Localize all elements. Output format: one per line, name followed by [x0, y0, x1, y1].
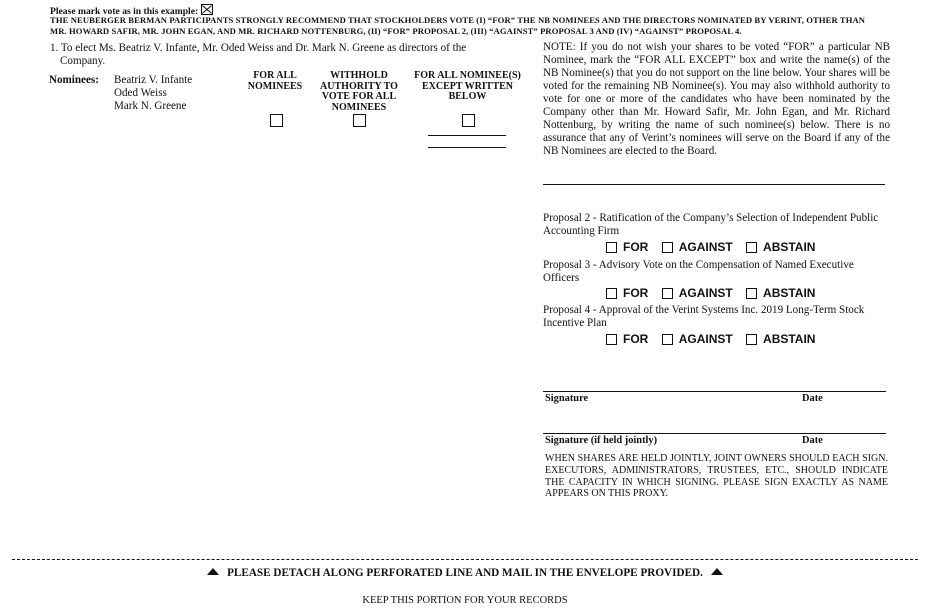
joint-signature-line[interactable] [543, 433, 886, 434]
proposal-4-abstain[interactable]: ABSTAIN [746, 332, 815, 346]
detach-instruction [0, 567, 930, 579]
note-text: NOTE: If you do not wish your shares to be voted “FOR” a particular NB Nominee, mark the “FOR ALL EXCEPT” box and write the name(s) of the NB Nominee(s) that you do not support on the line below. Your shares will be voted for the remaining NB Nominee(s). You may also withhold authority to vote for one or more of the candidates who have been nominated by the Company other than Mr. Howard Safir, Mr. John Egan, and Mr. Richard Nottenburg, by writing the name of such nominee(s) below. There is no assurance that any of Verint’s nominees will serve on the Board if any of the NB Nominees are elected to the Board. [543, 41, 890, 157]
proposal-1-text [50, 42, 490, 68]
nominees-label: Nominees: [49, 74, 99, 86]
proposal-2-against[interactable]: AGAINST [662, 240, 733, 254]
proposal-4-for[interactable]: FOR [606, 332, 648, 346]
signing-instructions: WHEN SHARES ARE HELD JOINTLY, JOINT OWNERS SHOULD EACH SIGN. EXECUTORS, ADMINISTRATORS, TRUSTEES, ETC., SHOULD INDICATE THE CAPACITY IN WHICH SIGNING. PLEASE SIGN EXACTLY AS NAME APPEARS ON THIS PROXY. [545, 453, 888, 500]
proposal-3-text: Proposal 3 - Advisory Vote on the Compensation of Named Executive Officers [543, 259, 854, 284]
proposal-3-against[interactable]: AGAINST [662, 286, 733, 300]
proposal-4-against[interactable]: AGAINST [662, 332, 733, 346]
checkbox-icon [606, 334, 617, 345]
example-label: Please mark vote as in this example: [50, 6, 199, 17]
proposal-1-label: 1. To elect Ms. Beatriz V. Infante, Mr. Oded Weiss and Dr. Mark N. Greene as directors of the Company. [50, 42, 467, 67]
proposal-2-abstain[interactable]: ABSTAIN [746, 240, 815, 254]
col-except-header: FOR ALL NOMINEE(S) EXCEPT WRITTEN BELOW [414, 70, 521, 102]
nominees-list [114, 74, 192, 113]
for-all-except-checkbox[interactable] [462, 114, 475, 127]
up-arrow-icon [207, 568, 219, 575]
checkbox-icon [606, 242, 617, 253]
nominee-write-in-line[interactable] [543, 184, 885, 185]
col-withhold-header: WITHHOLD AUTHORITY TO VOTE FOR ALL NOMINEES [320, 70, 398, 113]
proposal-3-abstain[interactable]: ABSTAIN [746, 286, 815, 300]
up-arrow-icon [711, 568, 723, 575]
checkbox-icon [662, 334, 673, 345]
checkbox-icon [746, 334, 757, 345]
checkbox-icon [606, 288, 617, 299]
checkbox-icon [746, 288, 757, 299]
except-write-line-1[interactable] [428, 135, 506, 136]
except-write-line-2[interactable] [428, 147, 506, 148]
nominee-3: Mark N. Greene [114, 100, 187, 112]
proposal-2-options [606, 240, 825, 256]
proposal-3-options [606, 286, 825, 302]
date-label: Date [802, 393, 823, 404]
recommendation-text: THE NEUBERGER BERMAN PARTICIPANTS STRONGLY RECOMMEND THAT STOCKHOLDERS VOTE (I) “FOR” THE NB NOMINEES AND THE DIRECTORS NOMINATED BY VERINT, OTHER THAN MR. HOWARD SAFIR, MR. JOHN EGAN, AND MR. RICHARD NOTTENBURG, (II) “FOR” PROPOSAL 2, (III) “AGAINST” PROPOSAL 3 AND (IV) “AGAINST” PROPOSAL 4. [50, 15, 866, 36]
detach-text: PLEASE DETACH ALONG PERFORATED LINE AND MAIL IN THE ENVELOPE PROVIDED. [227, 567, 703, 579]
nominee-2: Oded Weiss [114, 87, 167, 99]
col-for-all-header: FOR ALL NOMINEES [247, 70, 303, 92]
signature-label: Signature [545, 393, 589, 404]
perforated-line [12, 559, 918, 560]
joint-signature-label: Signature (if held jointly) [545, 435, 658, 446]
checkbox-icon [746, 242, 757, 253]
checkbox-icon [662, 242, 673, 253]
proposal-2-for[interactable]: FOR [606, 240, 648, 254]
proposal-2-text: Proposal 2 - Ratification of the Company’s Selection of Independent Public Accounting Firm [543, 212, 879, 237]
for-all-nominees-checkbox[interactable] [270, 114, 283, 127]
example-checkbox-icon [201, 4, 213, 15]
withhold-authority-checkbox[interactable] [353, 114, 366, 127]
nominee-1: Beatriz V. Infante [114, 74, 193, 86]
keep-portion-text: KEEP THIS PORTION FOR YOUR RECORDS [362, 595, 568, 606]
proposal-4-text: Proposal 4 - Approval of the Verint Systems Inc. 2019 Long-Term Stock Incentive Plan [543, 304, 865, 329]
signature-line[interactable] [543, 391, 886, 392]
proposal-4-options [606, 332, 825, 348]
joint-date-label: Date [802, 435, 823, 446]
checkbox-icon [662, 288, 673, 299]
proposal-3-for[interactable]: FOR [606, 286, 648, 300]
